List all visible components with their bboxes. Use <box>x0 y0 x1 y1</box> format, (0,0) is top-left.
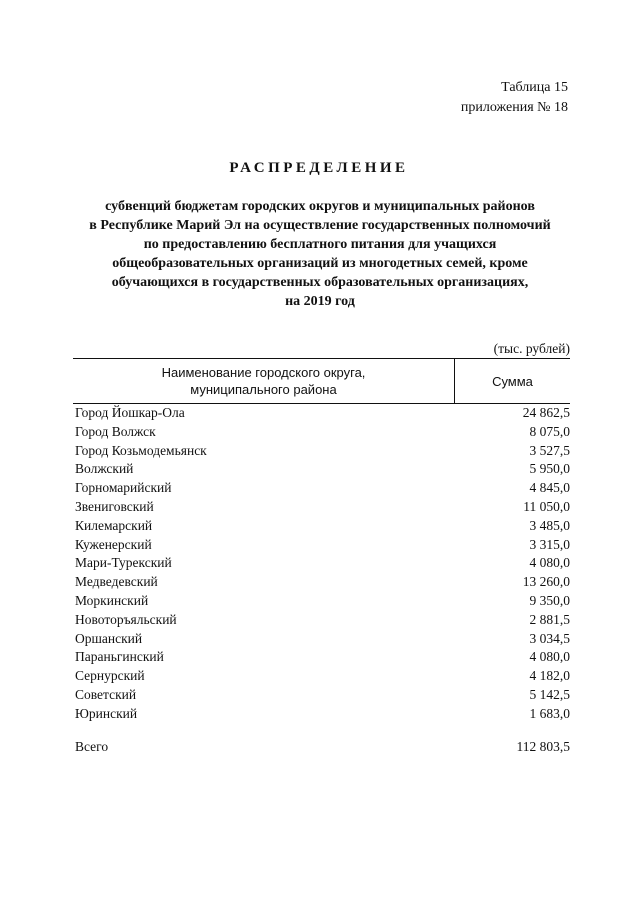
row-value: 13 260,0 <box>522 574 570 590</box>
table-number: Таблица 15 <box>501 80 568 95</box>
subtitle-line: обучающихся в государственных образовательных организациях, <box>111 275 529 290</box>
row-name: Советский <box>75 686 137 702</box>
row-name: Сернурский <box>75 668 145 684</box>
table-row <box>75 611 570 630</box>
subtitle-line: субвенций бюджетам городских округов и муниципальных районов <box>105 199 535 214</box>
table-row <box>75 442 570 461</box>
row-name: Моркинский <box>75 592 149 608</box>
table-row <box>75 517 570 536</box>
row-value: 3 485,0 <box>529 517 570 533</box>
row-value: 4 080,0 <box>529 649 570 665</box>
subtitle-line: общеобразовательных организаций из многодетных семей, кроме <box>112 256 528 271</box>
subtitle-line: по предоставлению бесплатного питания для учащихся <box>143 237 497 252</box>
row-value: 1 683,0 <box>529 705 570 721</box>
table-row <box>75 630 570 649</box>
row-name: Медведевский <box>75 574 158 590</box>
table-body <box>75 404 570 724</box>
row-value: 3 034,5 <box>529 630 570 646</box>
row-value: 4 845,0 <box>529 480 570 496</box>
row-name: Юринский <box>75 705 138 721</box>
row-name: Город Козьмодемьянск <box>75 442 207 458</box>
row-value: 4 182,0 <box>529 668 570 684</box>
table-reference <box>461 78 568 118</box>
row-name: Мари-Турекский <box>75 555 172 571</box>
units-label: (тыс. рублей) <box>493 341 570 356</box>
row-name: Город Йошкар-Ола <box>75 405 185 420</box>
row-value: 3 527,5 <box>529 442 570 458</box>
table-row <box>75 705 570 724</box>
table-row <box>75 667 570 686</box>
row-name: Волжский <box>75 461 134 477</box>
row-name: Звениговский <box>75 498 154 514</box>
row-value: 2 881,5 <box>529 611 570 627</box>
appendix-number: приложения № 18 <box>460 100 568 115</box>
row-value: 5 950,0 <box>529 461 570 477</box>
total-label: Всего <box>75 739 109 754</box>
table-row <box>75 479 570 498</box>
table-row <box>75 536 570 555</box>
header-name-column <box>73 359 455 403</box>
header-name-line: муниципального района <box>190 382 337 397</box>
row-value: 9 350,0 <box>529 592 570 608</box>
row-value: 11 050,0 <box>523 498 570 514</box>
subtitle-line: в Республике Марий Эл на осуществление государственных полномочий <box>89 218 551 233</box>
table-header <box>73 358 570 404</box>
row-value: 4 080,0 <box>529 555 570 571</box>
row-value: 3 315,0 <box>529 536 570 552</box>
table-row <box>75 404 570 423</box>
header-name-line: Наименование городского округа, <box>161 365 366 380</box>
header-sum-column: Сумма <box>492 373 533 389</box>
table-row <box>75 460 570 479</box>
document-subtitle <box>60 197 580 311</box>
row-value: 24 862,5 <box>522 405 570 420</box>
table-row <box>75 573 570 592</box>
row-name: Килемарский <box>75 517 153 533</box>
table-row <box>75 648 570 667</box>
total-row <box>75 737 570 756</box>
row-value: 8 075,0 <box>529 423 570 439</box>
row-name: Куженерский <box>75 536 152 552</box>
table-row <box>75 498 570 517</box>
row-name: Город Волжск <box>75 423 156 439</box>
row-name: Оршанский <box>75 630 143 646</box>
total-value: 112 803,5 <box>516 739 570 754</box>
table-row <box>75 554 570 573</box>
row-name: Параньгинский <box>75 649 164 665</box>
table-row <box>75 592 570 611</box>
table-row <box>75 423 570 442</box>
document-heading: РАСПРЕДЕЛЕНИЕ <box>229 160 409 176</box>
subtitle-line: на 2019 год <box>285 294 355 309</box>
table-row <box>75 686 570 705</box>
row-value: 5 142,5 <box>529 686 570 702</box>
row-name: Новоторъяльский <box>75 611 177 627</box>
row-name: Горномарийский <box>75 480 172 496</box>
